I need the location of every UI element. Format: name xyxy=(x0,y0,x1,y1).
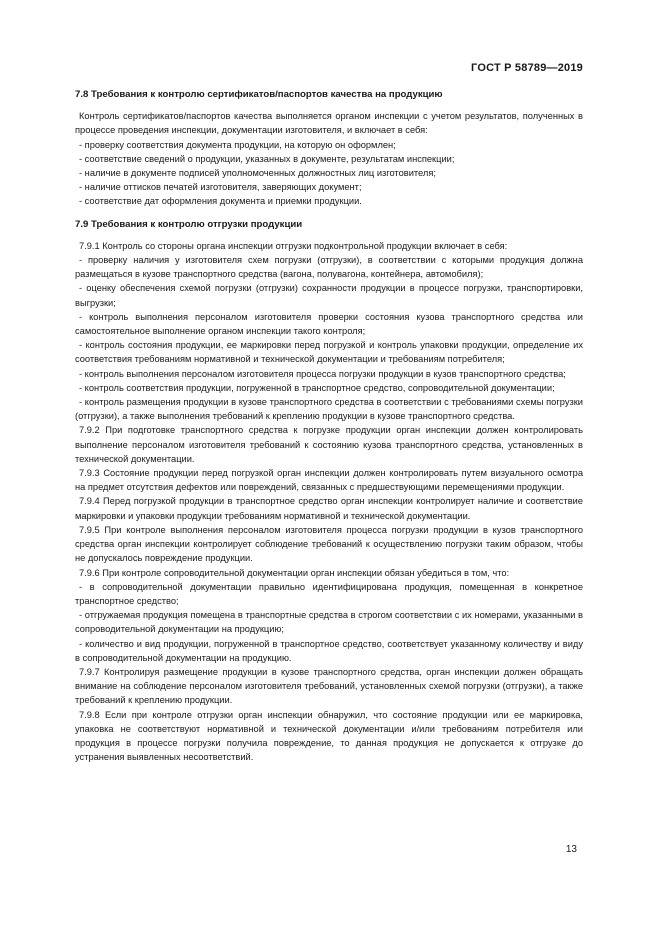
paragraph: 7.9.8 Если при контроле отгрузки орган инспекции обнаружил, что состояние продукции или ее маркировка, упаковка не соответствуют нормативной и технической документации и/или требованиям потребителя или продукция в процессе погрузки получила повреждение, то данная продукция не допускается к отгрузке до устранения выявленных несоответствий. xyxy=(75,709,583,763)
list-item: - проверку соответствия документа продукции, на которую он оформлен; xyxy=(79,139,396,150)
paragraph: 7.9.7 Контролируя размещение продукции в кузове транспортного средства, орган инспекции должен обращать внимание на соблюдение персоналом изготовителя требований, установленных схемой погрузки (отгрузки), а также требований к креплению продукции. xyxy=(75,666,583,706)
paragraph: 7.9.5 При контроле выполнения персоналом изготовителя процесса погрузки продукции в кузов транспортного средства орган инспекции контролирует соблюдение требований к осуществлению погрузки таким образом, чтобы не допускалось повреждение продукции. xyxy=(75,524,583,564)
paragraph: 7.9.6 При контроле сопроводительной документации орган инспекции обязан убедиться в том, что: xyxy=(79,567,510,578)
page-body xyxy=(75,88,583,764)
list-item: - контроль соответствия продукции, погруженной в транспортное средство, сопроводительной документации; xyxy=(79,382,555,393)
list-item: - соответствие сведений о продукции, указанных в документе, результатам инспекции; xyxy=(79,153,455,164)
paragraph: 7.9.1 Контроль со стороны органа инспекции отгрузки подконтрольной продукции включает в себя: xyxy=(79,240,508,251)
paragraph: 7.9.2 При подготовке транспортного средства к погрузке продукции орган инспекции должен контролировать выполнение персоналом изготовителя требований к состоянию кузова транспортного средства, установленных в технической документации. xyxy=(75,425,583,464)
list-item: - соответствие дат оформления документа и приемки продукции. xyxy=(79,196,362,207)
section-heading-7-9: 7.9 Требования к контролю отгрузки продукции xyxy=(75,218,303,230)
section-heading-7-8: 7.8 Требования к контролю сертификатов/паспортов качества на продукцию xyxy=(75,89,443,100)
list-item: - контроль размещения продукции в кузове транспортного средства в соответствии с требованиями схемы погрузки (отгрузки), а также выполнения требований к креплению продукции в кузове транспортного средства. xyxy=(75,397,583,422)
paragraph: 7.9.3 Состояние продукции перед погрузкой орган инспекции должен контролировать путем визуального осмотра на предмет отсутствия дефектов или повреждений, связанных с предшествующими перемещениями продукции. xyxy=(75,468,583,493)
paragraph: 7.9.4 Перед погрузкой продукции в транспортное средство орган инспекции контролирует наличие и соответствие маркировки и упаковки продукции требованиям нормативной и технической документации. xyxy=(75,496,583,521)
page-number: 13 xyxy=(565,844,577,855)
list-item: - отгружаемая продукция помещена в транспортные средства в строгом соответствии с их номерами, указанными в сопроводительной документации на продукцию; xyxy=(75,610,583,635)
list-item: - оценку обеспечения схемой погрузки (отгрузки) сохранности продукции в процессе погрузки, транспортировки, выгрузки; xyxy=(75,283,583,308)
list-item: - проверку наличия у изготовителя схем погрузки (отгрузки), в соответствии с которыми продукция должна размещаться в кузове транспортного средства (вагона, полувагона, контейнера, автомобиля); xyxy=(75,255,583,280)
list-item: - контроль состояния продукции, ее маркировки перед погрузкой и контроль упаковки продукции, определение их соответствия требованиям нормативной и технической документации и требованиям потребителя; xyxy=(75,340,583,365)
list-item: - контроль выполнения персоналом изготовителя процесса погрузки продукции в кузов транспортного средства; xyxy=(79,368,566,379)
list-item: - контроль выполнения персоналом изготовителя проверки состояния кузова транспортного средства или самостоятельное выполнение органом инспекции такого контроля; xyxy=(75,311,583,337)
document-code: ГОСТ Р 58789—2019 xyxy=(471,62,583,74)
list-item: - наличие оттисков печатей изготовителя, заверяющих документ; xyxy=(79,182,362,193)
list-item: - в сопроводительной документации правильно идентифицирована продукция, помещенная в конкретное транспортное средство; xyxy=(75,581,583,606)
list-item: - количество и вид продукции, погруженной в транспортное средство, соответствует указанному количеству и виду в сопроводительной документации на продукцию. xyxy=(75,638,583,663)
paragraph: Контроль сертификатов/паспортов качества выполняется органом инспекции с учетом результатов, полученных в процессе проведения инспекции, документации изготовителя, и включает в себя: xyxy=(75,111,583,136)
list-item: - наличие в документе подписей уполномоченных должностных лиц изготовителя; xyxy=(79,168,436,179)
